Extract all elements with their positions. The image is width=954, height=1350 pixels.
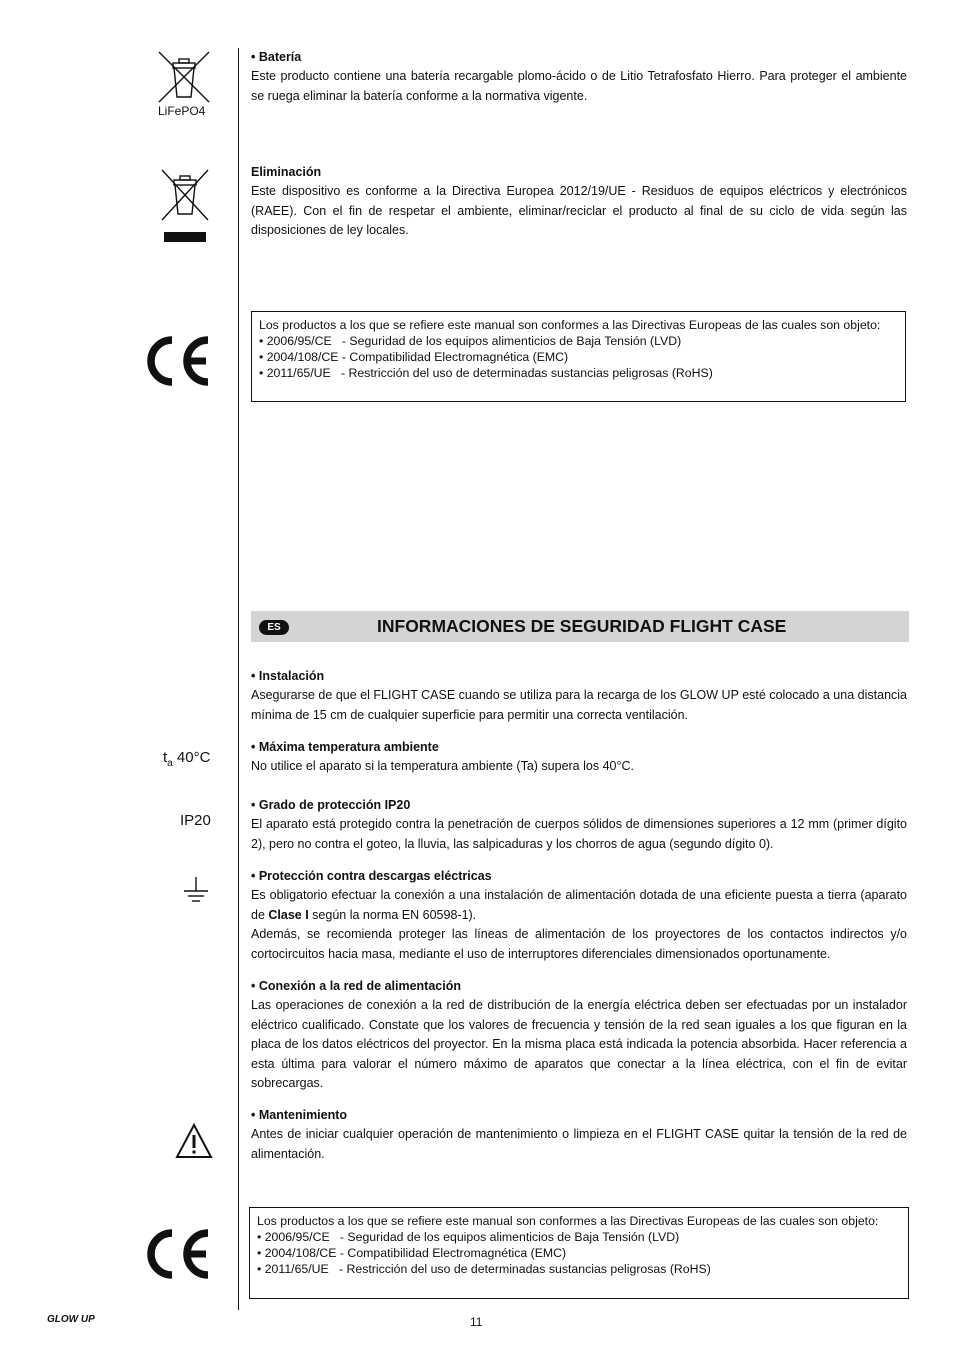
- footer-brand: GLOW UP: [47, 1314, 95, 1325]
- temperature-symbol-value: 40°C: [172, 749, 211, 766]
- battery-text: Este producto contiene una batería recargable plomo-ácido o de Litio Tetrafosfato Hierro. Para proteger el ambiente se ruega eliminar la batería conforme a la normativa vigente.: [251, 69, 907, 103]
- installation-section: [251, 667, 907, 725]
- battery-section: [251, 48, 907, 106]
- electric-text-2: Además, se recomienda proteger las líneas de alimentación de los proyectores de los contactos indirectos y/o cortocircuitos hacia masa, mediante el uso de interruptores diferenciales dimensionados oportunamente.: [251, 927, 907, 961]
- margin-rule: [238, 48, 239, 1310]
- ce-item: • 2006/95/CE - Seguridad de los equipos alimenticios de Baja Tensión (LVD): [259, 334, 682, 348]
- disposal-text: Este dispositivo es conforme a la Directiva Europea 2012/19/UE - Residuos de equipos eléctricos y electrónicos (RAEE). Con el fin de respetar el ambiente, eliminar/reciclar el producto al final de su ciclo de vida según las disposiciones de ley locales.: [251, 184, 907, 238]
- ce-intro: Los productos a los que se refiere este manual son conformes a las Directivas Europeas de las cuales son objeto:: [259, 318, 881, 332]
- electric-text-1c: según la norma EN 60598-1).: [308, 907, 477, 922]
- disposal-section: [251, 163, 907, 241]
- ce-directives-box: [249, 1207, 909, 1299]
- protection-text: El aparato está protegido contra la penetración de cuerpos sólidos de dimensiones superiores a 12 mm (primer dígito 2), pero no contra el goteo, la lluvia, las salpicaduras y los chorros de agua (segundo dígito 0).: [251, 817, 907, 851]
- ce-directives-box: [251, 311, 906, 402]
- ce-mark-icon: [142, 1228, 212, 1280]
- electric-section: [251, 867, 907, 964]
- electric-text-1a: Es obligatorio efectuar la conexión a una instalación de alimentación dotada de una eficiente puesta a tierra (aparato de: [251, 888, 907, 922]
- crossed-bin-battery-icon: [156, 50, 212, 104]
- ce-item: • 2006/95/CE - Seguridad de los equipos alimenticios de Baja Tensión (LVD): [257, 1230, 680, 1244]
- battery-heading: • Batería: [251, 50, 302, 64]
- maintenance-heading: • Mantenimiento: [251, 1108, 348, 1122]
- disposal-heading: Eliminación: [251, 165, 322, 179]
- ip-rating-symbol: IP20: [180, 812, 211, 829]
- ce-item: • 2004/108/CE - Compatibilidad Electromagnética (EMC): [257, 1246, 567, 1260]
- temperature-symbol-t: t: [163, 749, 168, 766]
- mains-heading: • Conexión a la red de alimentación: [251, 979, 461, 993]
- battery-icon-label: LiFePO4: [158, 104, 206, 118]
- mains-text: Las operaciones de conexión a la red de distribución de la energía eléctrica deben ser efectuadas por un instalador eléctrico cualificado. Constate que los valores de frecuencia y tensión de la red sean iguales a los que figuran en la placa de los datos eléctricos del proyector. En la misma placa está indicada la potencia absorbida. Hacer referencia a esta última para valorar el número máximo de aparatos que conectar a la línea eléctrica, con el fin de evitar sobrecargas.: [251, 998, 907, 1091]
- section-title: INFORMACIONES DE SEGURIDAD FLIGHT CASE: [377, 616, 787, 636]
- installation-heading: • Instalación: [251, 669, 325, 683]
- warning-icon: [175, 1122, 213, 1160]
- ce-intro: Los productos a los que se refiere este manual son conformes a las Directivas Europeas de las cuales son objeto:: [257, 1214, 879, 1228]
- max-temp-section: [251, 738, 907, 777]
- protection-section: [251, 796, 907, 854]
- maintenance-section: [251, 1106, 907, 1164]
- earth-ground-icon: [182, 876, 210, 906]
- temperature-symbol: [163, 749, 210, 769]
- electric-heading: • Protección contra descargas eléctricas: [251, 869, 492, 883]
- electric-class: Clase I: [268, 907, 309, 922]
- temperature-symbol-sub: a: [167, 758, 173, 769]
- protection-heading: • Grado de protección IP20: [251, 798, 411, 812]
- maintenance-text: Antes de iniciar cualquier operación de mantenimiento o limpieza en el FLIGHT CASE quitar la tensión de la red de alimentación.: [251, 1127, 907, 1161]
- ce-item: • 2011/65/UE - Restricción del uso de determinadas sustancias peligrosas (RoHS): [259, 366, 713, 380]
- weee-bin-icon: [160, 168, 210, 244]
- electric-text-1: [251, 886, 907, 925]
- page-number: 11: [470, 1315, 483, 1329]
- ce-mark-icon: [142, 335, 212, 387]
- ce-item: • 2004/108/CE - Compatibilidad Electromagnética (EMC): [259, 350, 569, 364]
- section-header: [251, 611, 909, 642]
- language-badge: ES: [259, 620, 289, 635]
- mains-section: [251, 977, 907, 1093]
- ce-item: • 2011/65/UE - Restricción del uso de determinadas sustancias peligrosas (RoHS): [257, 1262, 711, 1276]
- max-temp-heading: • Máxima temperatura ambiente: [251, 740, 439, 754]
- max-temp-text: No utilice el aparato si la temperatura ambiente (Ta) supera los 40°C.: [251, 759, 634, 774]
- installation-text: Asegurarse de que el FLIGHT CASE cuando se utiliza para la recarga de los GLOW UP esté colocado a una distancia mínima de 15 cm de cualquier superficie para permitir una correcta ventilación.: [251, 688, 907, 722]
